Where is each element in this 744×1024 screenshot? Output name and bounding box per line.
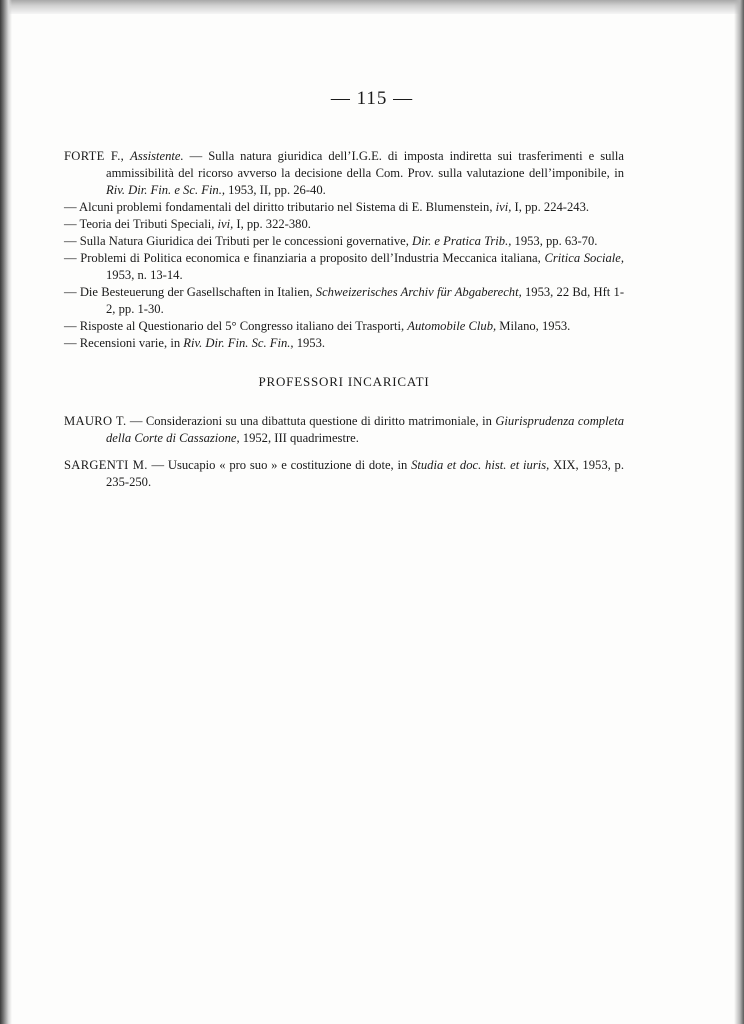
entry-text: I, pp. 224-243. (511, 200, 590, 214)
entry-text: I, pp. 322-380. (233, 217, 311, 231)
entry-text: — Die Besteuerung der Gasellschaften in Italien, (64, 285, 316, 299)
entry-italic-text: Riv. Dir. Fin. Sc. Fin., (183, 336, 294, 350)
entry-text: XIX, 1953, p. 235-250. (106, 458, 624, 489)
scan-shadow-top (0, 0, 744, 14)
entry-italic-text: Riv. Dir. Fin. e Sc. Fin., (106, 183, 226, 197)
entry-italic-text: Automobile Club, (407, 319, 497, 333)
bibliography-list-secondary (64, 413, 624, 491)
entry-text: 1953. (293, 336, 326, 350)
entry-text: 1953, 22 Bd, Hft 1-2, pp. 1-30. (106, 285, 625, 316)
bibliography-entry (64, 284, 624, 318)
entry-author: SARGENTI M. (64, 458, 148, 472)
bibliography-entry (64, 318, 624, 335)
entry-text: 1952, III quadrimestre. (239, 431, 359, 445)
entry-text: 1953, II, pp. 26-40. (225, 183, 326, 197)
bibliography (64, 148, 624, 491)
entry-text: — Risposte al Questionario del 5° Congresso italiano dei Trasporti, (64, 319, 408, 333)
entry-italic-text: Critica Sociale, (544, 251, 624, 265)
entry-text: 1953, n. 13-14. (106, 268, 183, 282)
entry-gap (64, 447, 624, 457)
bibliography-entry (64, 250, 624, 284)
section-heading: PROFESSORI INCARICATI (258, 374, 430, 389)
page-number: — 115 — (330, 88, 414, 109)
bibliography-entry (64, 457, 624, 491)
bibliography-entry (64, 199, 624, 216)
entry-italic-text: Assistente. (130, 149, 184, 163)
entry-text: — Problemi di Politica economica e finanziaria a proposito dell’Industria Meccanica italiana, (64, 251, 545, 265)
bibliography-entry (64, 413, 624, 447)
entry-text: — Teoria dei Tributi Speciali, (64, 217, 218, 231)
entry-text: Milano, 1953. (496, 319, 571, 333)
entry-author: FORTE F., (64, 149, 125, 163)
bibliography-entry (64, 335, 624, 352)
scan-shadow-left (0, 0, 12, 1024)
entry-italic-text: Schweizerisches Archiv für Abgaberecht, (315, 285, 522, 299)
entry-author: MAURO T. (64, 414, 127, 428)
entry-italic-text: Dir. e Pratica Trib., (412, 234, 512, 248)
entry-text: 1953, pp. 63-70. (511, 234, 598, 248)
entry-text: — Usucapio « pro suo » e costituzione di dote, in (147, 458, 412, 472)
bibliography-list-primary (64, 148, 624, 352)
entry-text: — Alcuni problemi fondamentali del diritto tributario nel Sistema di E. Blumenstein, (64, 200, 496, 214)
entry-italic-text: ivi, (217, 217, 234, 231)
entry-text: — Recensioni varie, in (64, 336, 184, 350)
entry-text: — Considerazioni su una dibattuta questione di diritto matrimoniale, in (126, 414, 496, 428)
entry-italic-text: ivi, (495, 200, 512, 214)
bibliography-entry (64, 148, 624, 199)
entry-text: — Sulla Natura Giuridica dei Tributi per le concessioni governative, (64, 234, 413, 248)
entry-text: — Sulla natura giuridica dell’I.G.E. di imposta indiretta sui trasferimenti e sulla ammissibilità del ricorso avverso la decisione della Com. Prov. sulla valutazione dell’imponibile, in (106, 149, 624, 180)
bibliography-entry (64, 216, 624, 233)
scan-shadow-right (734, 0, 744, 1024)
bibliography-entry (64, 233, 624, 250)
entry-italic-text: Studia et doc. hist. et iuris, (411, 458, 550, 472)
entry-italic-text: Giurisprudenza completa della Corte di Cassazione, (106, 414, 624, 445)
